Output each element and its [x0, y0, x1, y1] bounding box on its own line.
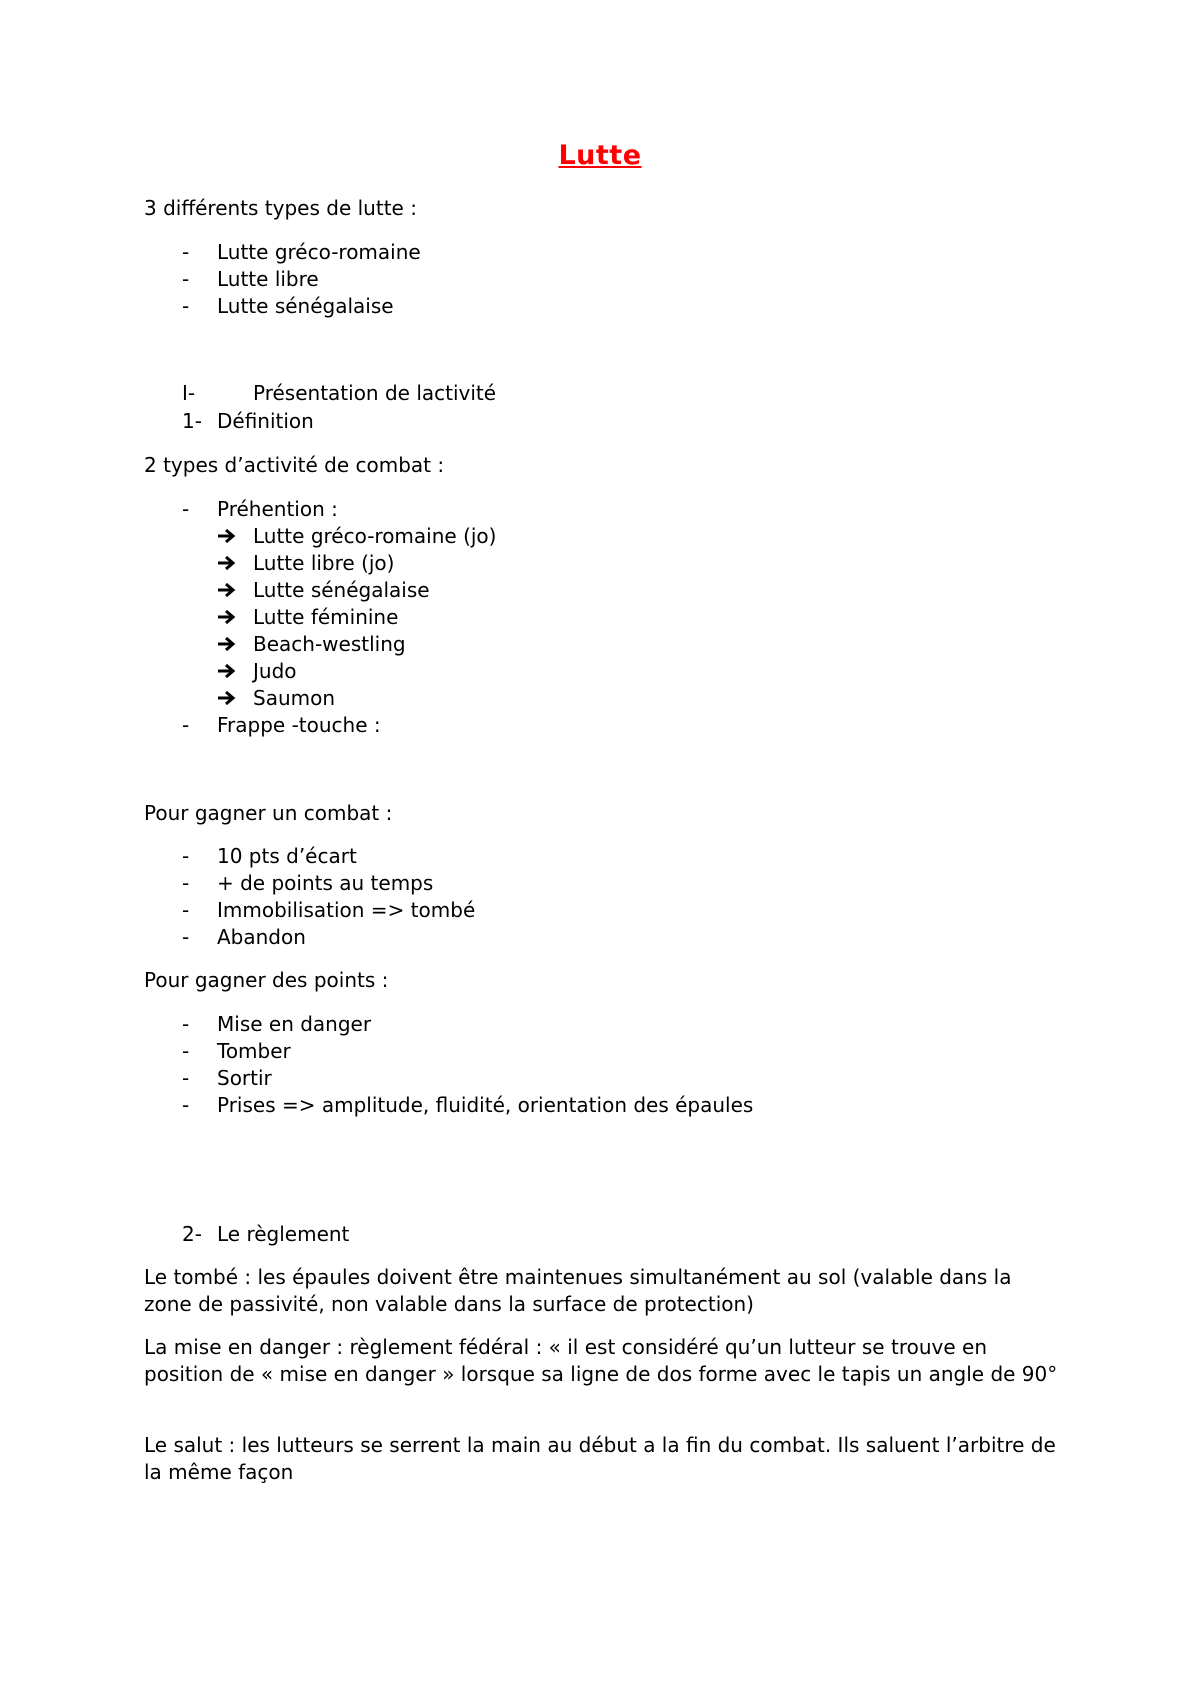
subsection-number: 2- [182, 1222, 202, 1246]
dash-marker: - [182, 267, 190, 291]
page-title: Lutte [558, 140, 642, 171]
subsection-heading: Le règlement [217, 1222, 350, 1246]
sublist-item: Lutte sénégalaise [253, 578, 430, 602]
list-item-prehension: Préhention : [217, 497, 338, 521]
sublist-item: Saumon [253, 686, 336, 710]
dash-marker: - [182, 844, 190, 868]
win-points-intro: Pour gagner des points : [144, 968, 389, 992]
rule-paragraph-mise-en-danger: La mise en danger : règlement fédéral : « il est considéré qu’un lutteur se trouve en position de « mise en danger » lorsque sa ligne de dos forme avec le tapis un angle de 90° [144, 1335, 1058, 1386]
dash-marker: - [182, 898, 190, 922]
list-item: Mise en danger [217, 1012, 372, 1036]
sublist-item: Lutte libre (jo) [253, 551, 395, 575]
list-item: Sortir [217, 1066, 272, 1090]
right-arrow-icon [218, 604, 240, 630]
dash-marker: - [182, 713, 190, 737]
dash-marker: - [182, 497, 190, 521]
list-item: + de points au temps [217, 871, 434, 895]
dash-marker: - [182, 925, 190, 949]
sublist-item: Lutte gréco-romaine (jo) [253, 524, 497, 548]
rule-paragraph-tombe: Le tombé : les épaules doivent être maintenues simultanément au sol (valable dans la zone de passivité, non valable dans la surface de protection) [144, 1265, 1012, 1316]
subsection-heading: Définition [217, 409, 314, 433]
right-arrow-icon [218, 550, 240, 576]
right-arrow-icon [218, 685, 240, 711]
list-item: Lutte gréco-romaine [217, 240, 421, 264]
list-item: Prises => amplitude, fluidité, orientation des épaules [217, 1093, 754, 1117]
right-arrow-icon [218, 577, 240, 603]
dash-marker: - [182, 240, 190, 264]
dash-marker: - [182, 1066, 190, 1090]
sublist-item: Beach-westling [253, 632, 406, 656]
sublist-item: Lutte féminine [253, 605, 399, 629]
dash-marker: - [182, 1093, 190, 1117]
dash-marker: - [182, 871, 190, 895]
list-item: Abandon [217, 925, 306, 949]
rule-paragraph-salut: Le salut : les lutteurs se serrent la main au début a la fin du combat. Ils saluent l’arbitre de la même façon [144, 1433, 1056, 1484]
right-arrow-icon [218, 631, 240, 657]
section-heading: Présentation de lactivité [253, 381, 497, 405]
subsection-number: 1- [182, 409, 202, 433]
dash-marker: - [182, 1039, 190, 1063]
intro-text: 3 différents types de lutte : [144, 196, 417, 220]
list-item: Immobilisation => tombé [217, 898, 476, 922]
combat-intro-text: 2 types d’activité de combat : [144, 453, 445, 477]
section-number: I- [182, 381, 196, 405]
dash-marker: - [182, 294, 190, 318]
list-item: 10 pts d’écart [217, 844, 357, 868]
list-item: Lutte sénégalaise [217, 294, 394, 318]
right-arrow-icon [218, 523, 240, 549]
right-arrow-icon [218, 658, 240, 684]
win-combat-intro: Pour gagner un combat : [144, 801, 393, 825]
list-item-frappe: Frappe -touche : [217, 713, 381, 737]
list-item: Lutte libre [217, 267, 319, 291]
sublist-item: Judo [253, 659, 297, 683]
list-item: Tomber [217, 1039, 291, 1063]
dash-marker: - [182, 1012, 190, 1036]
